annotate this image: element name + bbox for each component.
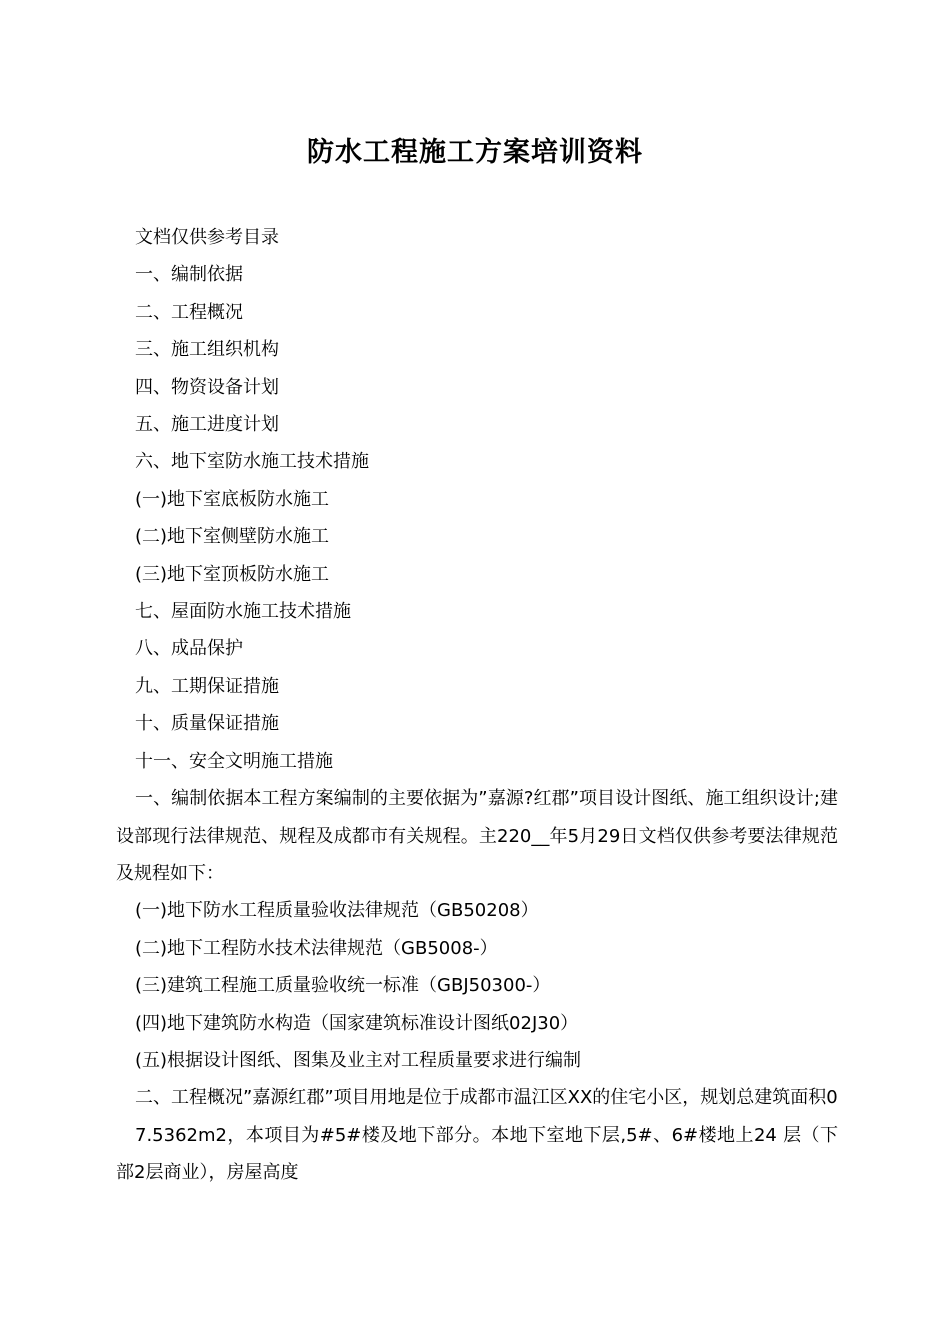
document-body — [116, 219, 838, 1192]
toc-item: 十一、安全文明施工措施 — [135, 750, 333, 772]
standard-item: (三)建筑工程施工质量验收统一标准（GBJ50300-） — [135, 975, 551, 997]
standard-item: (二)地下工程防水技术法律规范（GB5008-） — [135, 937, 498, 959]
toc-item: 五、施工进度计划 — [135, 414, 279, 436]
toc-item: 八、成品保护 — [135, 638, 243, 660]
document-title: 防水工程施工方案培训资料 — [307, 137, 643, 168]
section-overview-paragraph: 二、工程概况”嘉源红郡”项目用地是位于成都市温江区XX的住宅小区，规划总建筑面积0 — [135, 1087, 838, 1109]
toc-item: 四、物资设备计划 — [135, 376, 279, 398]
table-of-contents — [116, 256, 838, 780]
toc-item: 十、质量保证措施 — [135, 713, 279, 735]
toc-item: 二、工程概况 — [135, 301, 243, 323]
toc-item: 七、屋面防水施工技术措施 — [135, 601, 351, 623]
toc-heading: 文档仅供参考目录 — [135, 227, 279, 248]
toc-item: 一、编制依据 — [135, 264, 243, 286]
standard-item: (五)根据设计图纸、图集及业主对工程质量要求进行编制 — [135, 1049, 582, 1071]
toc-item: (一)地下室底板防水施工 — [135, 488, 330, 510]
toc-item: (二)地下室侧壁防水施工 — [135, 526, 330, 548]
toc-item: 六、地下室防水施工技术措施 — [135, 451, 369, 473]
toc-item: (三)地下室顶板防水施工 — [135, 563, 330, 585]
toc-item: 九、工期保证措施 — [135, 675, 279, 697]
toc-item: 三、施工组织机构 — [135, 339, 279, 361]
overview-continuation-paragraph: 7.5362m2，本项目为#5#楼及地下部分。本地下室地下层,5#、6#楼地上24 层（下部2层商业），房屋高度 — [116, 1124, 838, 1184]
standard-item: (一)地下防水工程质量验收法律规范（GB50208） — [135, 900, 539, 922]
section-basis-paragraph: 一、编制依据本工程方案编制的主要依据为”嘉源?红郡”项目设计图纸、施工组织设计;建设部现行法律规范、规程及成都市有关规程。主220__年5月29日文档仅供参考要法律规范及规程如下： — [116, 788, 838, 884]
standards-list — [116, 892, 838, 1079]
standard-item: (四)地下建筑防水构造（国家建筑标准设计图纸02J30） — [135, 1012, 579, 1034]
